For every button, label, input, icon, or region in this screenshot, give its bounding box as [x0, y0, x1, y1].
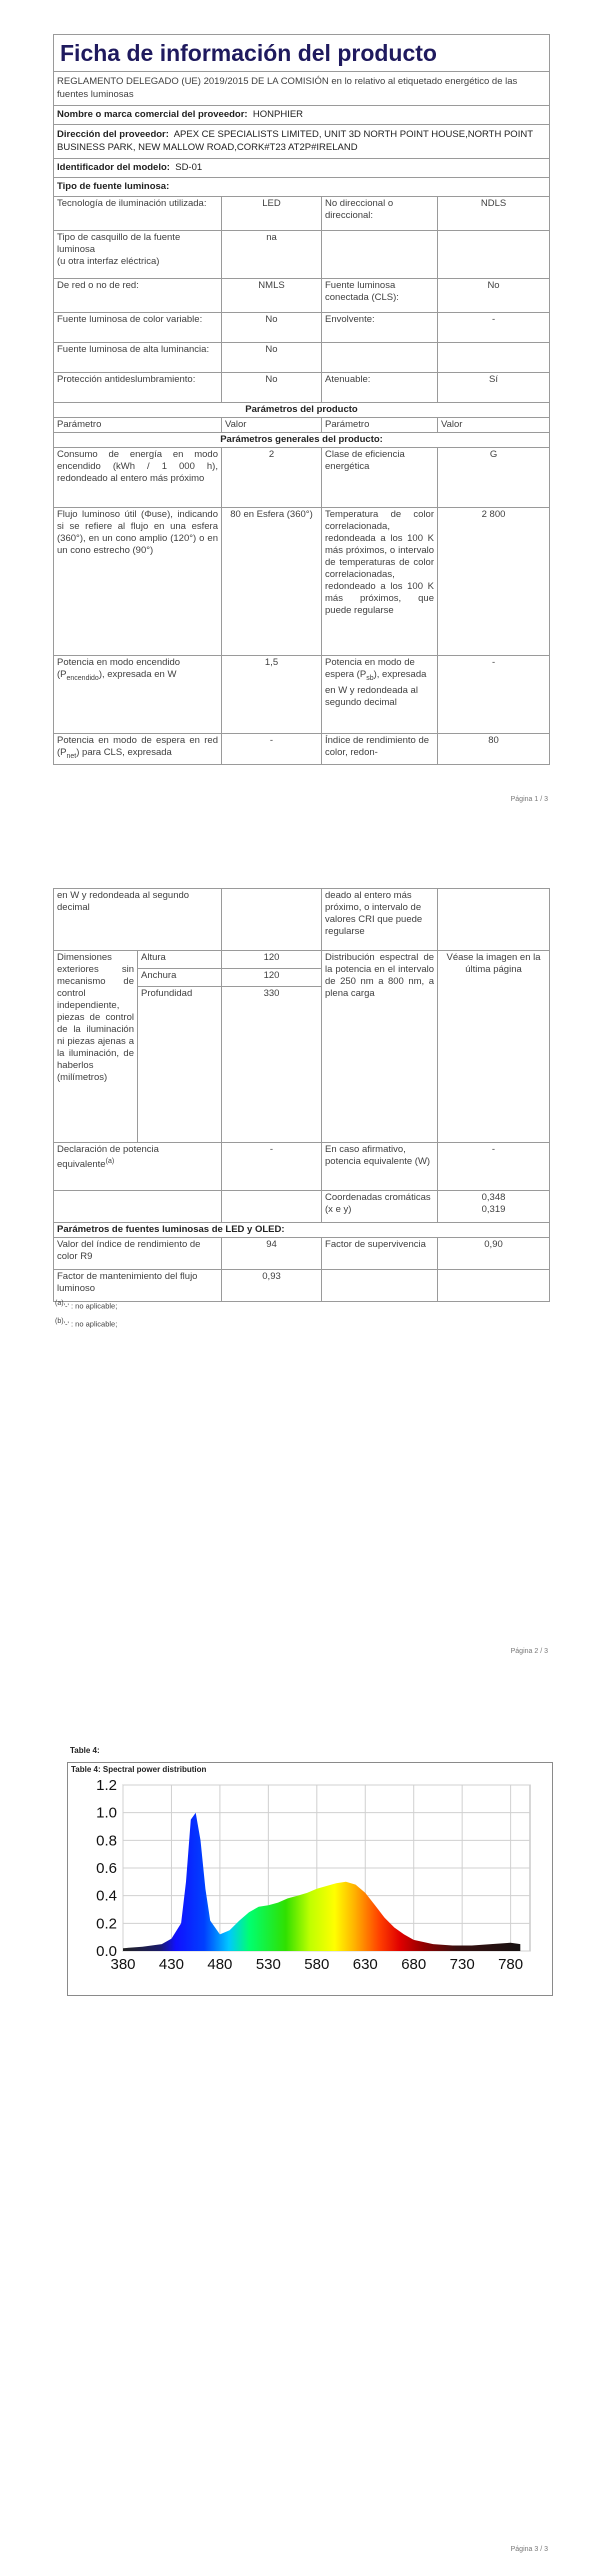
x-tick-label: 630 — [352, 1956, 378, 1973]
cri-label: Índice de rendimiento de color, redon- — [322, 734, 438, 765]
supplier-name-value: HONPHIER — [252, 109, 304, 120]
source-value: - — [438, 313, 550, 343]
dimension-name: Profundidad — [138, 987, 222, 1143]
source-label: Tipo de casquillo de la fuente luminosa (u otra interfaz eléctrica) — [54, 231, 222, 279]
flux-label: Flujo luminoso útil (Φuse), indicando si se refiere al flujo en una esfera (360°), en un cono amplio (120°) o en un cono estrecho (90°) — [54, 508, 222, 656]
product-params-header: Parámetros del producto — [54, 403, 550, 418]
y-tick-label: 0.8 — [96, 1832, 117, 1850]
source-row — [54, 373, 550, 403]
source-row — [54, 343, 550, 373]
regulation-text: REGLAMENTO DELEGADO (UE) 2019/2015 DE LA COMISIÓN en lo relativo al etiquetado energético de las fuentes luminosas — [54, 72, 550, 106]
source-label: Fuente luminosa de alta luminancia: — [54, 343, 222, 373]
energy-consumption-label: Consumo de energía en modo encendido (kWh / 1 000 h), redondeado al entero más próximo — [54, 448, 222, 508]
source-value: Sí — [438, 373, 550, 403]
param-row — [54, 951, 550, 969]
equiv-power-label-text: Declaración de potencia equivalente — [57, 1144, 159, 1171]
page-number: Página 3 / 3 — [510, 2546, 548, 2553]
spectrum-area — [123, 1813, 520, 1951]
cri-value: 80 — [438, 734, 550, 765]
y-tick-label: 0.4 — [96, 1887, 117, 1905]
page-number: Página 1 / 3 — [510, 796, 548, 803]
y-tick-label: 1.0 — [96, 1804, 117, 1822]
source-label: No direccional o direccional: — [322, 197, 438, 231]
param-row — [54, 1143, 550, 1191]
source-row — [54, 279, 550, 313]
y-axis-ticks — [96, 1777, 117, 1960]
footnote-b-mark: (b) — [55, 1318, 64, 1325]
x-tick-label: 730 — [449, 1956, 475, 1973]
power-on-label-text-end: ), expresada en W — [98, 669, 177, 680]
power-on-label — [54, 656, 222, 734]
networked-standby-subscript: net — [66, 752, 77, 760]
x-tick-label: 430 — [158, 1956, 184, 1973]
power-on-subscript: encendido — [66, 674, 99, 682]
spectral-chart-frame — [67, 1762, 553, 1996]
dimension-value: 330 — [222, 987, 322, 1143]
source-type-header: Tipo de fuente luminosa: — [54, 178, 550, 197]
led-params-header: Parámetros de fuentes luminosas de LED y OLED: — [54, 1223, 550, 1238]
energy-consumption-value: 2 — [222, 448, 322, 508]
empty-cell — [322, 1270, 438, 1302]
networked-standby-value: - — [222, 734, 322, 765]
maintenance-label: Factor de mantenimiento del flujo luminoso — [54, 1270, 222, 1302]
empty-cell — [438, 1270, 550, 1302]
col-param-header: Parámetro — [54, 418, 222, 433]
param-row — [54, 1270, 550, 1302]
survival-label: Factor de supervivencia — [322, 1238, 438, 1270]
supplier-address-row — [54, 125, 550, 159]
x-tick-label: 530 — [255, 1956, 281, 1973]
source-value — [438, 343, 550, 373]
page-3 — [0, 1740, 603, 2560]
cct-value: 2 800 — [438, 508, 550, 656]
equiv-power-superscript: (a) — [105, 1158, 115, 1165]
source-value: No — [438, 279, 550, 313]
source-row — [54, 197, 550, 231]
param-row — [54, 508, 550, 656]
flux-value: 80 en Esfera (360°) — [222, 508, 322, 656]
col-value-header: Valor — [438, 418, 550, 433]
power-on-label-text: Potencia en modo encendido (P — [57, 657, 181, 680]
param-row — [54, 1238, 550, 1270]
chromaticity-label: Coordenadas cromáticas (x e y) — [322, 1191, 438, 1223]
standby-subscript: sb — [366, 674, 374, 682]
equiv-power-label — [54, 1143, 222, 1191]
product-info-table — [53, 34, 550, 765]
model-value: SD-01 — [175, 162, 203, 173]
page-number: Página 2 / 3 — [510, 1648, 548, 1655]
maintenance-value: 0,93 — [222, 1270, 322, 1302]
source-value: na — [222, 231, 322, 279]
column-header-row — [54, 418, 550, 433]
supplier-name-label: Nombre o marca comercial del proveedor: — [57, 109, 248, 120]
page-title: Ficha de información del producto — [54, 35, 550, 72]
spectral-power-chart — [68, 1763, 552, 1995]
efficiency-class-label: Clase de eficiencia energética — [322, 448, 438, 508]
chromaticity-y: 0,319 — [481, 1204, 506, 1215]
cri-label-cont: deado al entero más próximo, o intervalo de valores CRI que puede regularse — [322, 889, 438, 951]
y-tick-label: 1.2 — [96, 1777, 117, 1794]
footnote-b-text: '-' : no aplicable; — [63, 1319, 118, 1329]
power-on-value: 1,5 — [222, 656, 322, 734]
efficiency-class-value: G — [438, 448, 550, 508]
general-params-header: Parámetros generales del producto: — [54, 433, 550, 448]
source-row — [54, 313, 550, 343]
chart-title: Table 4: Spectral power distribution — [71, 1765, 207, 1774]
y-tick-label: 0.0 — [96, 1943, 117, 1960]
model-label: Identificador del modelo: — [57, 162, 170, 173]
standby-label — [322, 656, 438, 734]
source-value: No — [222, 373, 322, 403]
param-row — [54, 734, 550, 765]
x-tick-label: 380 — [110, 1956, 136, 1973]
footnote-a-text: '-' : no aplicable; — [63, 1301, 118, 1311]
source-row — [54, 231, 550, 279]
networked-standby-label-cont: en W y redondeada al segundo decimal — [54, 889, 222, 951]
y-tick-label: 0.2 — [96, 1915, 117, 1933]
footnote-a-mark: (a) — [55, 1300, 64, 1307]
dimensions-label: Dimensiones exteriores sin mecanismo de control independiente, piezas de control de la iluminación ni piezas ajenas a la iluminación, de haberlos (milímetros) — [54, 951, 138, 1143]
spectral-value: Véase la imagen en la última página — [438, 951, 550, 1143]
source-label: Envolvente: — [322, 313, 438, 343]
r9-label: Valor del índice de rendimiento de color R9 — [54, 1238, 222, 1270]
dimension-value: 120 — [222, 969, 322, 987]
networked-standby-label-text-end: ) para CLS, expresada — [76, 747, 172, 758]
empty-cell — [54, 1191, 222, 1223]
networked-standby-label-text: Potencia en modo de espera en red (P — [57, 735, 218, 758]
chromaticity-x: 0,348 — [481, 1192, 506, 1203]
footnote-a — [55, 1300, 117, 1311]
source-value: No — [222, 313, 322, 343]
source-label: Fuente luminosa conectada (CLS): — [322, 279, 438, 313]
x-axis-ticks — [110, 1956, 523, 1973]
x-tick-label: 580 — [304, 1956, 330, 1973]
col-value-header: Valor — [222, 418, 322, 433]
source-label: Protección antideslumbramiento: — [54, 373, 222, 403]
survival-value: 0,90 — [438, 1238, 550, 1270]
param-row — [54, 448, 550, 508]
x-tick-label: 680 — [401, 1956, 427, 1973]
source-value: NDLS — [438, 197, 550, 231]
standby-label-text-end: ), expresada en W y redondeada al segundo decimal — [325, 669, 427, 708]
product-info-table-continued — [53, 888, 550, 1302]
source-label: Atenuable: — [322, 373, 438, 403]
footnote-b — [55, 1318, 117, 1329]
source-label — [322, 231, 438, 279]
cct-label: Temperatura de color correlacionada, redondeada a los 100 K más próximos, o intervalo de temperaturas de color correlacionadas, redondeado a los 100 K más próximos, que puede regularse — [322, 508, 438, 656]
standby-label-text: Potencia en modo de espera (P — [325, 657, 415, 680]
supplier-address-label: Dirección del proveedor: — [57, 129, 169, 140]
param-row — [54, 889, 550, 951]
empty-cell — [222, 889, 322, 951]
equiv-power-value: - — [222, 1143, 322, 1191]
standby-value: - — [438, 656, 550, 734]
equiv-affirm-value: - — [438, 1143, 550, 1191]
source-value: NMLS — [222, 279, 322, 313]
equiv-affirm-label: En caso afirmativo, potencia equivalente (W) — [322, 1143, 438, 1191]
source-label: De red o no de red: — [54, 279, 222, 313]
param-row — [54, 1191, 550, 1223]
supplier-name-row — [54, 106, 550, 125]
source-label — [322, 343, 438, 373]
page-2 — [0, 880, 603, 1680]
model-row — [54, 159, 550, 178]
y-tick-label: 0.6 — [96, 1860, 117, 1877]
chromaticity-values — [438, 1191, 550, 1223]
dimension-value: 120 — [222, 951, 322, 969]
source-value: LED — [222, 197, 322, 231]
spectral-label: Distribución espectral de la potencia en el intervalo de 250 nm a 800 nm, a plena carga — [322, 951, 438, 1143]
x-tick-label: 780 — [498, 1956, 524, 1973]
col-param-header: Parámetro — [322, 418, 438, 433]
param-row — [54, 656, 550, 734]
source-label: Fuente luminosa de color variable: — [54, 313, 222, 343]
page-1 — [0, 0, 603, 810]
dimension-name: Anchura — [138, 969, 222, 987]
source-value: No — [222, 343, 322, 373]
networked-standby-label — [54, 734, 222, 765]
source-value — [438, 231, 550, 279]
r9-value: 94 — [222, 1238, 322, 1270]
table-caption: Table 4: — [70, 1746, 100, 1755]
empty-cell — [438, 889, 550, 951]
dimension-name: Altura — [138, 951, 222, 969]
empty-cell — [222, 1191, 322, 1223]
x-tick-label: 480 — [207, 1956, 233, 1973]
supplier-address-value: APEX CE SPECIALISTS LIMITED, UNIT 3D NORTH POINT HOUSE,NORTH POINT BUSINESS PARK, NEW MALLOW ROAD,CORK#T23 AT2P#IRELAND — [57, 129, 533, 153]
source-label: Tecnología de iluminación utilizada: — [54, 197, 222, 231]
